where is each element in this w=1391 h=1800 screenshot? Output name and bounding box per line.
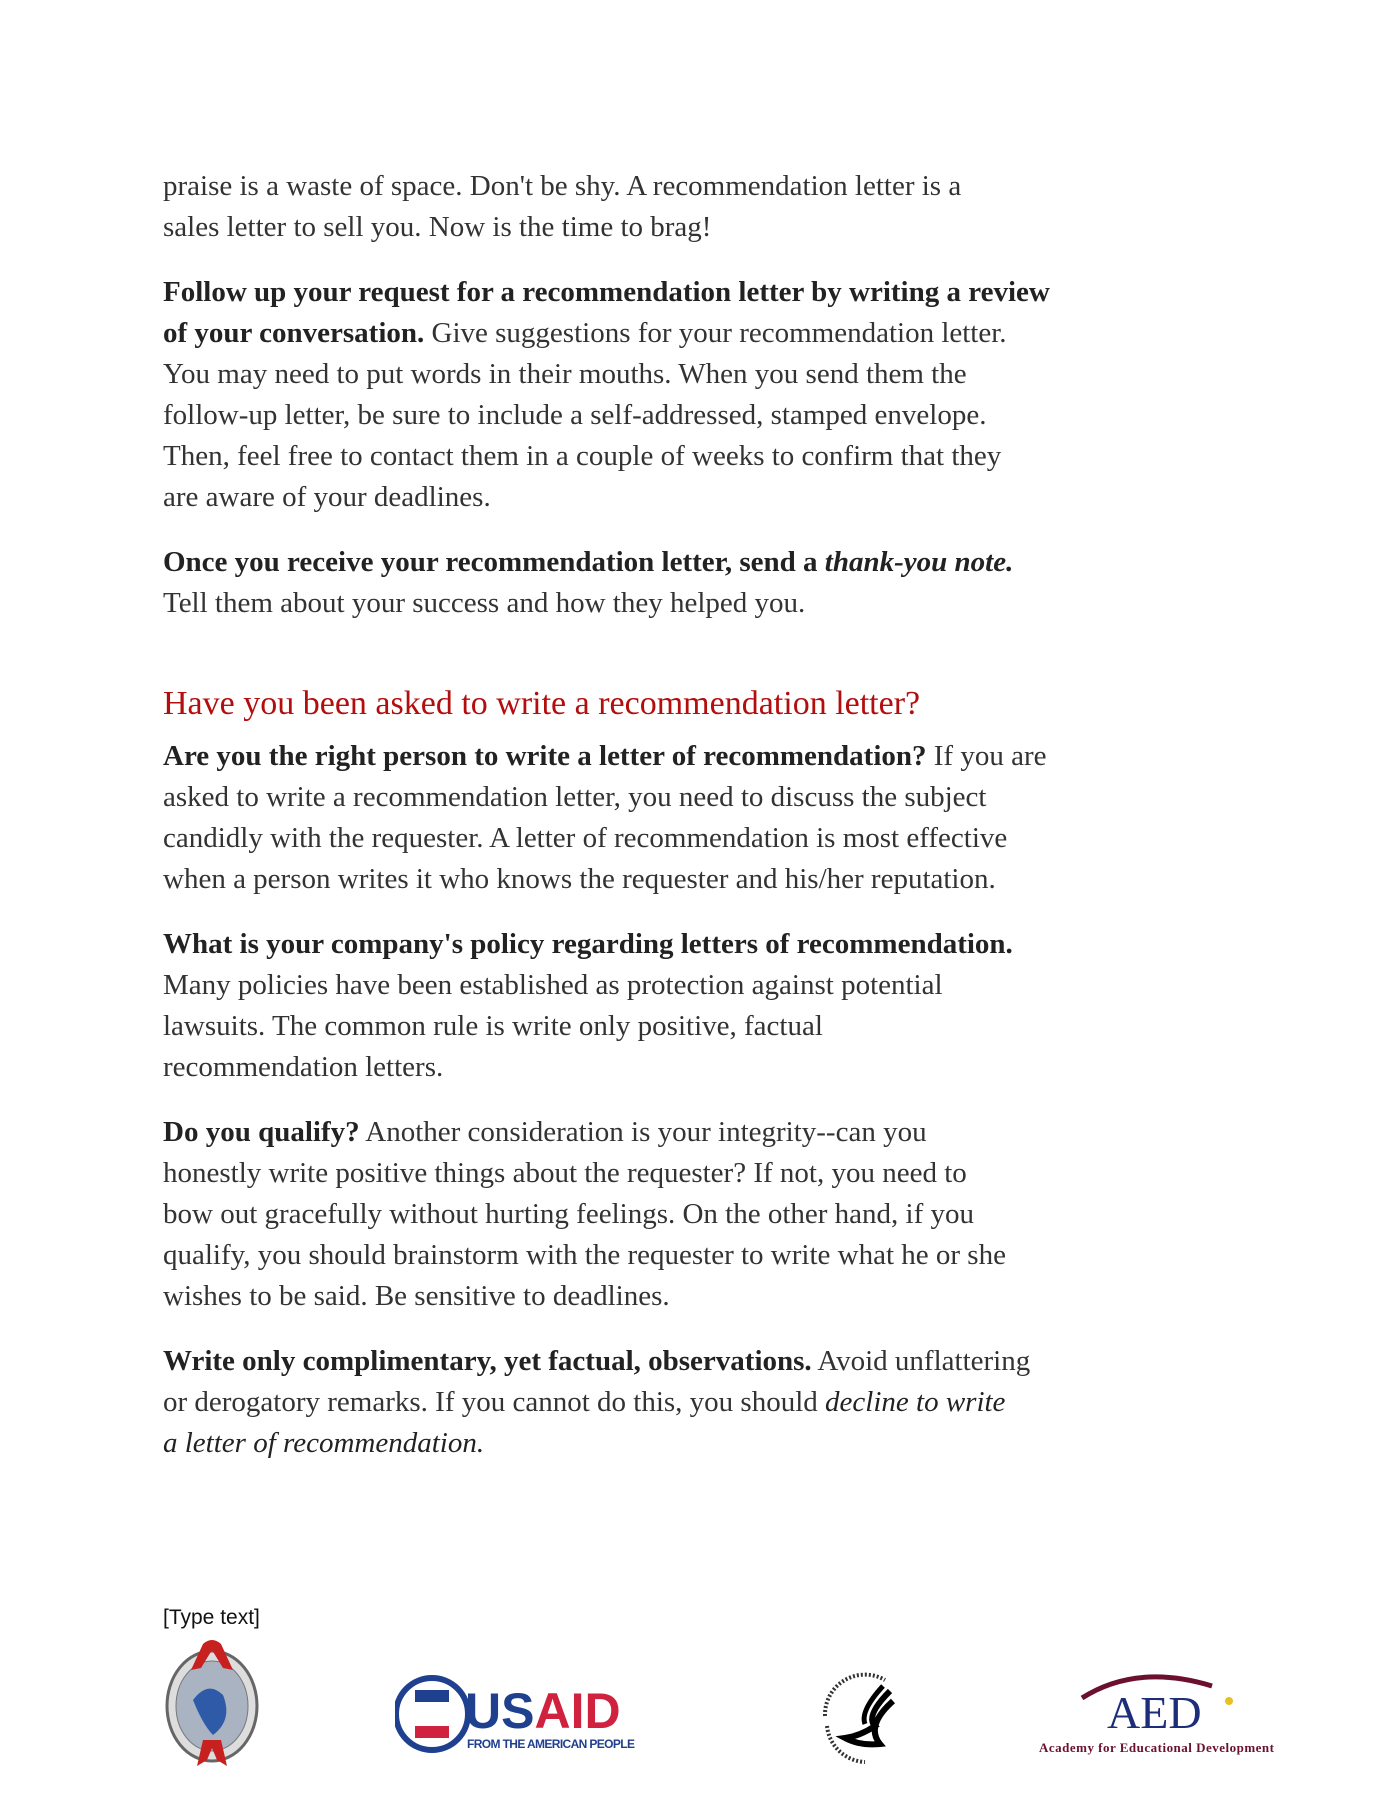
text-line [163, 542, 1163, 583]
paragraph [163, 1341, 1163, 1464]
footer-placeholder-text: [Type text] [163, 1606, 260, 1629]
body-text: recommendation letters. [163, 1051, 444, 1083]
text-line [163, 583, 1163, 624]
document-body [163, 166, 1163, 1488]
paragraphs-top [163, 166, 1163, 624]
body-text: wishes to be said. Be sensitive to deadlines. [163, 1280, 670, 1312]
text-line [163, 395, 1163, 436]
body-text: praise is a waste of space. Don't be shy. A recommendation letter is a [163, 170, 962, 202]
aed-wordmark: AED [1107, 1687, 1202, 1738]
paragraph [163, 1112, 1163, 1317]
paragraph [163, 272, 1163, 518]
paragraph [163, 542, 1163, 624]
aed-logo [1037, 1668, 1277, 1760]
text-line [163, 736, 1163, 777]
body-text: Tell them about your success and how they helped you. [163, 587, 806, 619]
text-line [163, 166, 1163, 207]
text-line [163, 436, 1163, 477]
paragraphs-bottom [163, 736, 1163, 1464]
body-text: lawsuits. The common rule is write only positive, factual [163, 1010, 823, 1042]
body-text: Another consideration is your integrity--can you [359, 1116, 927, 1148]
text-line [163, 1194, 1163, 1235]
text-line [163, 1153, 1163, 1194]
aed-tagline: Academy for Educational Development [1039, 1740, 1274, 1755]
body-text: Many policies have been established as protection against potential [163, 969, 943, 1001]
italic-text: decline to write [825, 1386, 1006, 1418]
italic-text: a letter of recommendation. [163, 1427, 485, 1459]
body-text: bow out gracefully without hurting feelings. On the other hand, if you [163, 1198, 975, 1230]
body-text: qualify, you should brainstorm with the requester to write what he or she [163, 1239, 1006, 1271]
globe-seal-logo [163, 1640, 261, 1768]
text-line [163, 1112, 1163, 1153]
body-text: You may need to put words in their mouths. When you send them the [163, 358, 967, 390]
body-text: asked to write a recommendation letter, you need to discuss the subject [163, 781, 987, 813]
text-line [163, 1235, 1163, 1276]
text-line [163, 477, 1163, 518]
bold-lead-text: of your conversation. [163, 317, 425, 349]
text-line [163, 1341, 1163, 1382]
text-line [163, 354, 1163, 395]
paragraph [163, 166, 1163, 248]
text-line [163, 924, 1163, 965]
body-text: Then, feel free to contact them in a couple of weeks to confirm that they [163, 440, 1002, 472]
section-heading: Have you been asked to write a recommendation letter? [163, 685, 921, 722]
body-text: sales letter to sell you. Now is the time to brag! [163, 211, 712, 243]
bold-lead-text: Write only complimentary, yet factual, observations. [163, 1345, 812, 1377]
text-line [163, 1423, 1163, 1464]
text-line [163, 1382, 1163, 1423]
text-line [163, 1006, 1163, 1047]
bold-lead-text: What is your company's policy regarding letters of recommendation. [163, 928, 1013, 960]
body-text: Give suggestions for your recommendation letter. [424, 317, 1007, 349]
italic-text: thank-you note. [824, 546, 1014, 578]
body-text: when a person writes it who knows the requester and his/her reputation. [163, 863, 996, 895]
text-line [163, 1047, 1163, 1088]
paragraph [163, 924, 1163, 1088]
text-line [163, 859, 1163, 900]
text-line [163, 818, 1163, 859]
usaid-wordmark: USAID [465, 1683, 621, 1739]
bold-lead-text: Once you receive your recommendation letter, send a [163, 546, 825, 578]
bold-lead-text: Do you qualify? [163, 1116, 360, 1148]
body-text: Avoid unflattering [811, 1345, 1031, 1377]
body-text: honestly write positive things about the requester? If not, you need to [163, 1157, 967, 1189]
text-line [163, 1276, 1163, 1317]
usaid-tagline: FROM THE AMERICAN PEOPLE [467, 1737, 635, 1751]
text-line [163, 272, 1163, 313]
text-line [163, 777, 1163, 818]
paragraph [163, 736, 1163, 900]
usaid-logo [395, 1668, 645, 1760]
body-text: candidly with the requester. A letter of recommendation is most effective [163, 822, 1008, 854]
body-text: follow-up letter, be sure to include a self-addressed, stamped envelope. [163, 399, 987, 431]
hhs-logo [805, 1666, 905, 1766]
text-line [163, 313, 1163, 354]
body-text: If you are [926, 740, 1047, 772]
text-line [163, 207, 1163, 248]
text-line [163, 965, 1163, 1006]
bold-lead-text: Follow up your request for a recommendation letter by writing a review [163, 276, 1050, 308]
body-text: or derogatory remarks. If you cannot do this, you should [163, 1386, 826, 1418]
body-text: are aware of your deadlines. [163, 481, 491, 513]
bold-lead-text: Are you the right person to write a letter of recommendation? [163, 740, 927, 772]
